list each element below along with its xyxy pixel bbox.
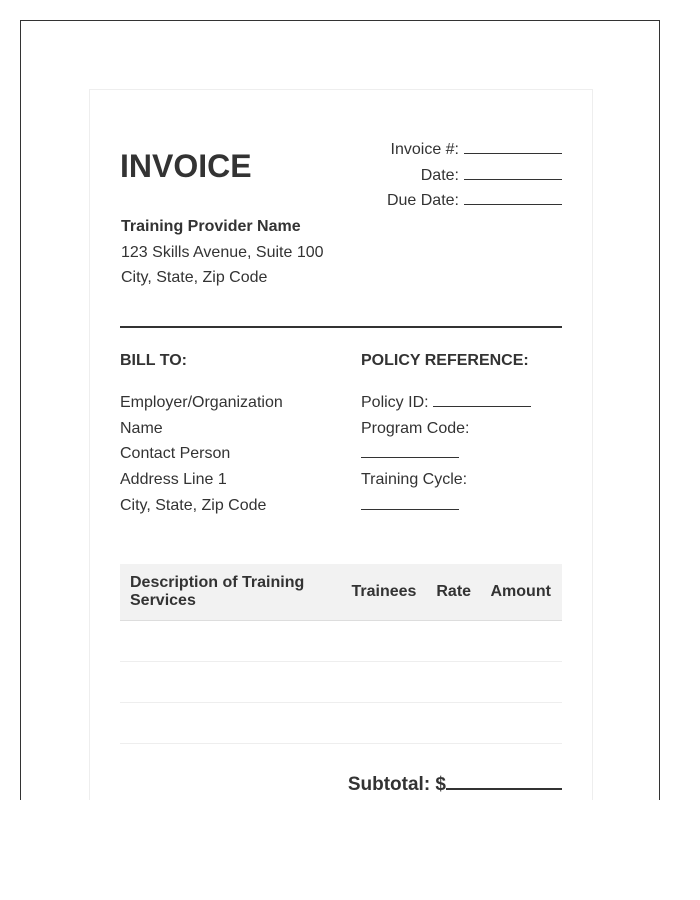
services-table [120,564,562,744]
table-row[interactable] [120,703,562,744]
bill-to-line: City, State, Zip Code [120,496,267,514]
provider-block [121,214,324,291]
due-date-blank[interactable] [464,189,562,205]
invoice-date-label: Date: [420,166,459,184]
subtotal-label: Subtotal: $ [347,774,446,795]
provider-address-line-1: 123 Skills Avenue, Suite 100 [121,243,324,261]
training-cycle-blank[interactable] [361,494,459,510]
table-row[interactable] [120,662,562,703]
training-cycle-row [361,493,561,519]
provider-address-line-2: City, State, Zip Code [121,269,268,286]
provider-name: Training Provider Name [121,218,301,235]
policy-id-label: Policy ID: [361,394,429,411]
column-header-description: Description of Training Services [120,564,340,621]
bill-to-line: Employer/Organization [120,394,283,411]
invoice-date-row [387,163,562,189]
invoice-date-blank[interactable] [464,164,562,180]
bill-to-line: Address Line 1 [120,471,227,489]
policy-id-row [361,390,561,416]
section-divider [120,326,562,328]
program-code-blank[interactable] [361,442,459,458]
due-date-label: Due Date: [386,192,459,209]
bill-to-block [120,390,320,519]
column-header-amount: Amount [479,564,562,621]
policy-reference-heading: POLICY REFERENCE: [361,352,529,369]
invoice-number-blank[interactable] [464,138,562,154]
policy-id-blank[interactable] [433,391,531,407]
invoice-title: INVOICE [120,148,252,184]
subtotal-blank[interactable] [446,770,562,790]
due-date-row [387,188,562,214]
invoice-number-label: Invoice #: [390,141,459,158]
policy-block [361,390,561,519]
column-header-trainees: Trainees [340,564,428,621]
training-cycle-label: Training Cycle: [361,471,468,489]
program-code-row [361,441,561,467]
bill-to-heading: BILL TO: [120,352,187,369]
table-row[interactable] [120,621,562,662]
column-header-rate: Rate [428,564,479,621]
subtotal [348,770,562,796]
invoice-meta [387,137,562,214]
table-header-row [120,564,562,621]
bill-to-line: Name [120,419,163,437]
program-code-label: Program Code: [361,419,470,437]
invoice-number-row [387,137,562,163]
bill-to-line: Contact Person [120,445,231,463]
